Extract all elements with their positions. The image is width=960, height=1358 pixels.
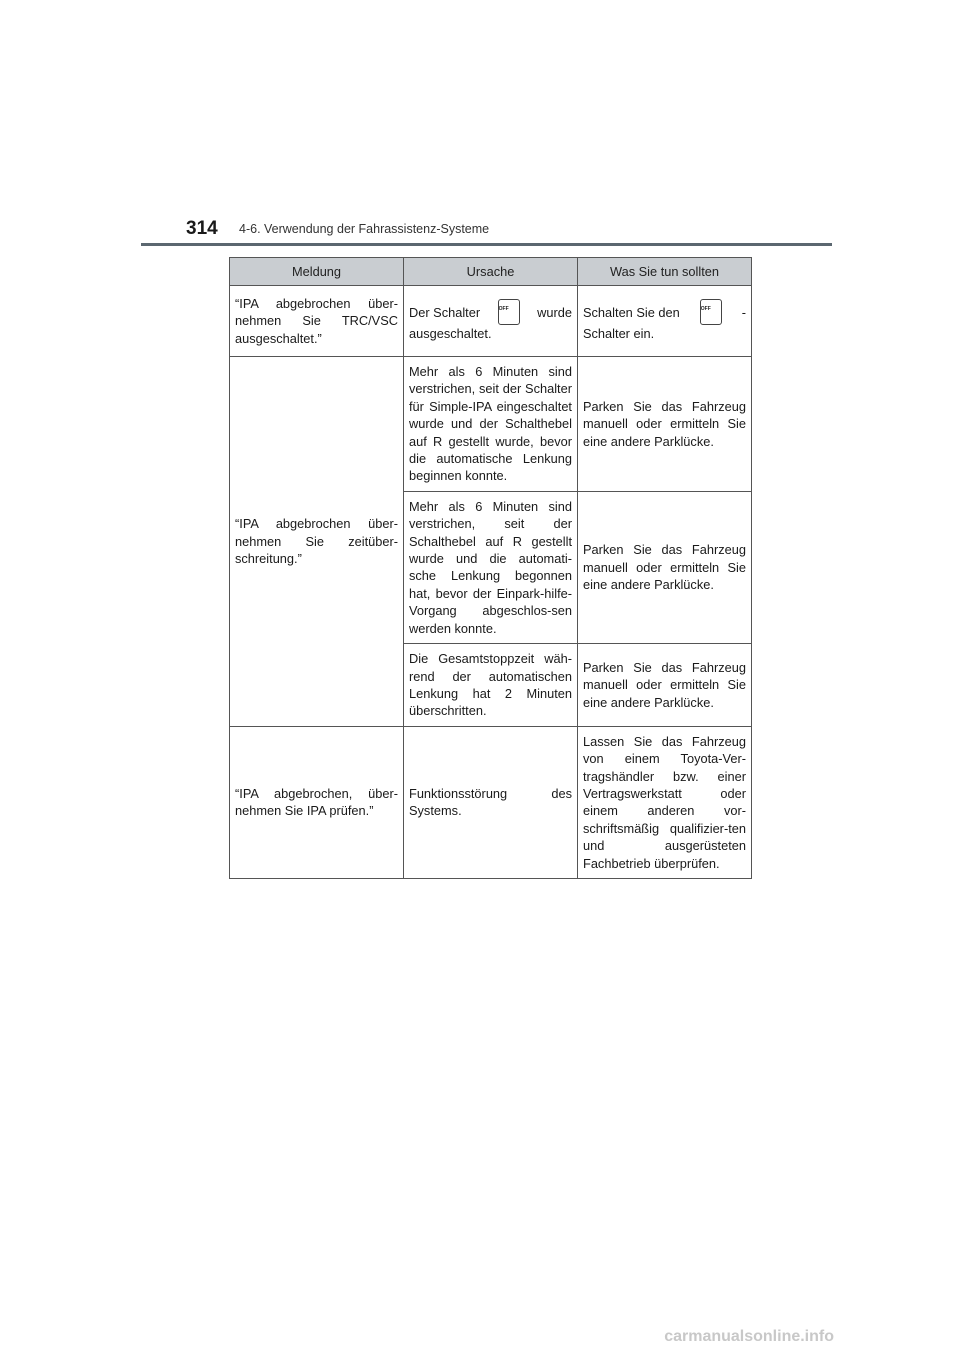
table-row [230, 286, 752, 357]
vsc-off-switch-icon: OFF [498, 299, 520, 325]
meldung-cell: “IPA abgebrochen über-nehmen Sie zeitüber-schreitung.” [230, 357, 404, 727]
action-cell: Schalten Sie den OFF - Schalter ein. [578, 286, 752, 357]
header-rule [141, 243, 832, 246]
action-line-1: Schalten Sie den OFF - [583, 299, 746, 325]
watermark: carmanualsonline.info [664, 1328, 834, 1345]
ursache-line-1: Der Schalter OFF wurde [409, 299, 572, 325]
ursache-cell: Die Gesamtstoppzeit wäh-rend der automatischen Lenkung hat 2 Minuten überschritten. [404, 644, 578, 727]
meldung-cell: “IPA abgebrochen über-nehmen Sie TRC/VSC ausgeschaltet.” [230, 286, 404, 357]
column-header-action: Was Sie tun sollten [578, 258, 752, 286]
ursache-cell: Mehr als 6 Minuten sind verstrichen, seit der Schalter für Simple-IPA eingeschaltet wurde und der Schalthebel auf R gestellt wurde, bevor die automatische Lenkung beginnen konnte. [404, 357, 578, 492]
ursache-cell: Der Schalter OFF wurde ausgeschaltet. [404, 286, 578, 357]
column-header-ursache: Ursache [404, 258, 578, 286]
action-cell: Parken Sie das Fahrzeug manuell oder ermitteln Sie eine andere Parklücke. [578, 491, 752, 643]
section-title: 4-6. Verwendung der Fahrassistenz-Systeme [239, 222, 490, 236]
ursache-cell: Mehr als 6 Minuten sind verstrichen, seit der Schalthebel auf R gestellt wurde und die automati-sche Lenkung begonnen hat, bevor der Einpark-hilfe-Vorgang abgeschlos-sen werden konnte. [404, 491, 578, 643]
table-header-row [230, 258, 752, 286]
message-table [229, 257, 752, 879]
vsc-off-switch-icon: OFF [700, 299, 722, 325]
table-row [230, 726, 752, 878]
meldung-cell: “IPA abgebrochen, über-nehmen Sie IPA prüfen.” [230, 726, 404, 878]
action-cell: Parken Sie das Fahrzeug manuell oder ermitteln Sie eine andere Parklücke. [578, 357, 752, 492]
column-header-meldung: Meldung [230, 258, 404, 286]
action-cell: Lassen Sie das Fahrzeug von einem Toyota-Ver-tragshändler bzw. einer Vertragswerkstatt oder einem anderen vor-schriftsmäßig qualifizier-ten und ausgerüsteten Fachbetrieb überprüfen. [578, 726, 752, 878]
ursache-cell: Funktionsstörung des Systems. [404, 726, 578, 878]
action-cell: Parken Sie das Fahrzeug manuell oder ermitteln Sie eine andere Parklücke. [578, 644, 752, 727]
page-number: 314 [186, 218, 218, 239]
table-row [230, 357, 752, 492]
